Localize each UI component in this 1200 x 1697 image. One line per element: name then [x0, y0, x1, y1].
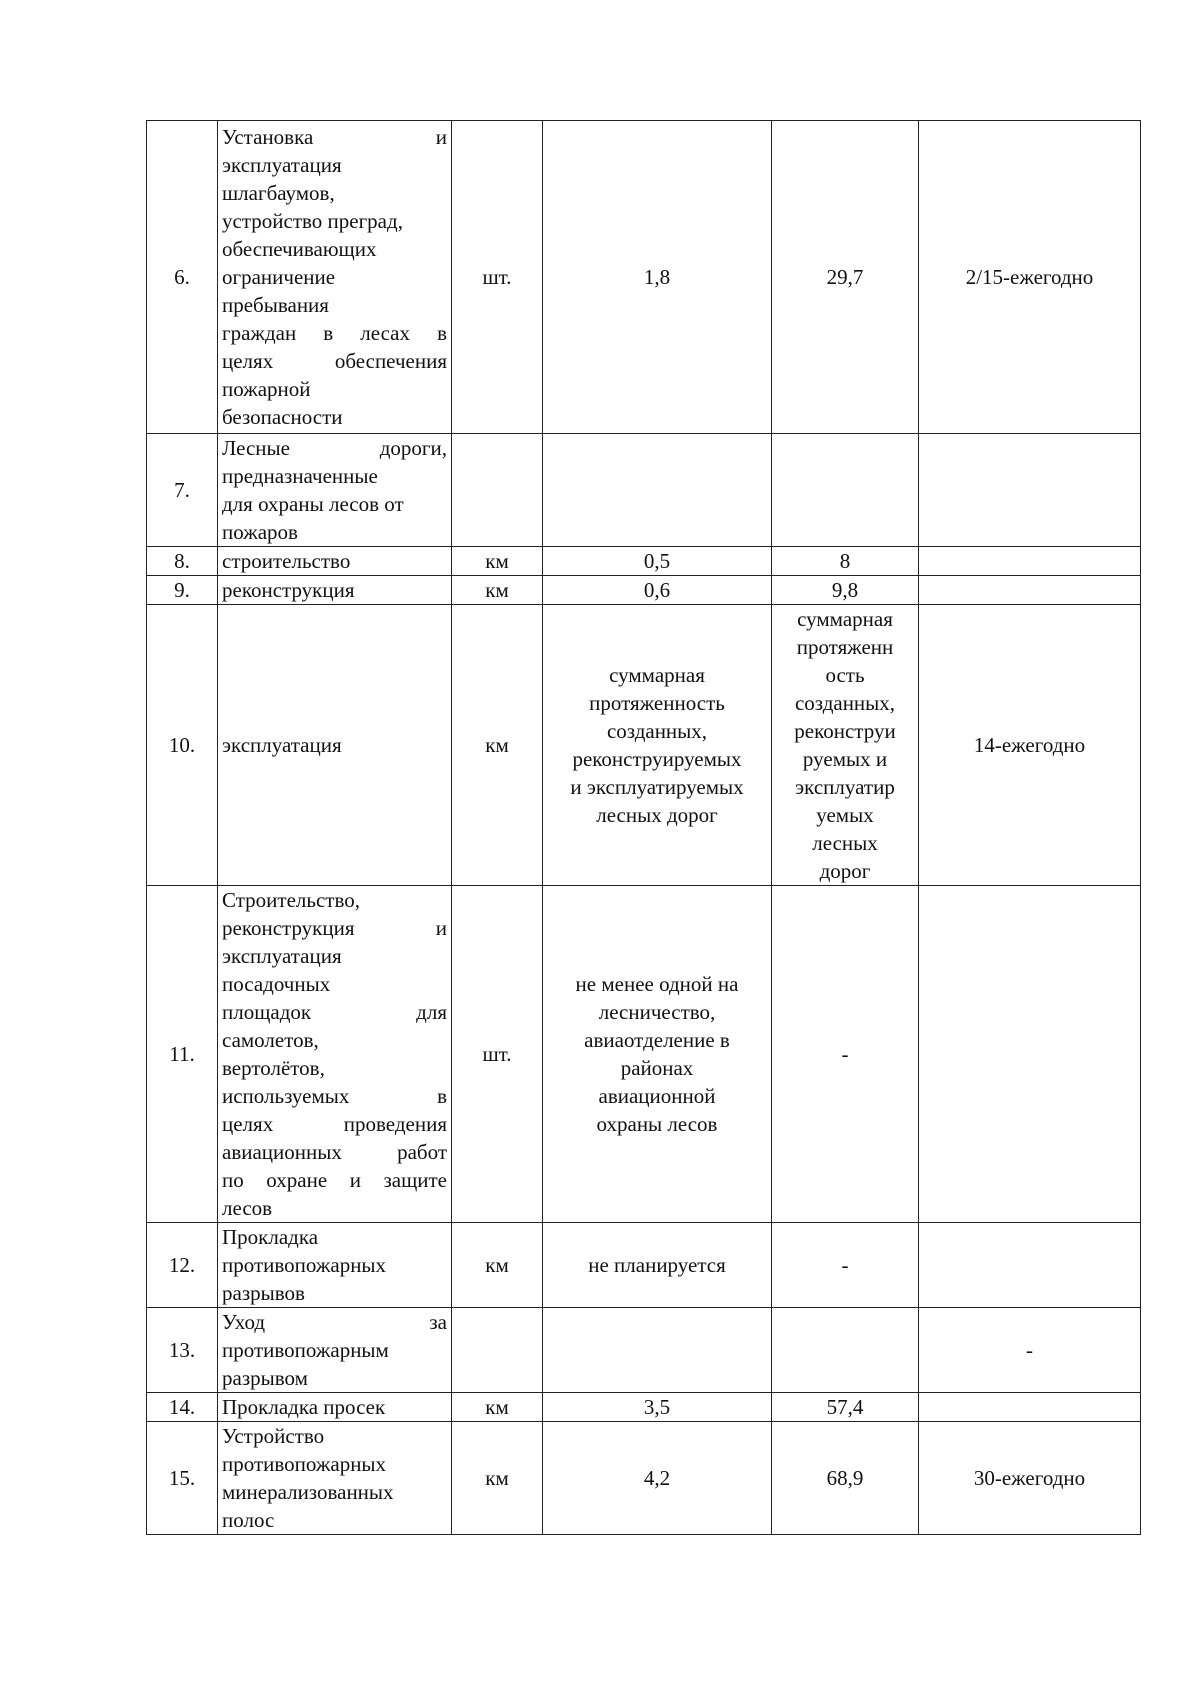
measure-name: Прокладка противопожарных разрывов — [218, 1223, 452, 1308]
measure-name: эксплуатация — [218, 605, 452, 886]
row-number: 10. — [147, 605, 218, 886]
annual-volume-cell — [543, 434, 772, 547]
annual-volume-cell: 1,8 — [543, 121, 772, 434]
total-volume-cell: 8 — [772, 547, 919, 576]
measure-name: Прокладка просек — [218, 1393, 452, 1422]
table-row — [147, 1223, 1141, 1308]
unit-cell: шт. — [452, 886, 543, 1223]
table-row — [147, 121, 1141, 434]
annual-volume-cell: 4,2 — [543, 1422, 772, 1535]
row-number: 11. — [147, 886, 218, 1223]
table-row — [147, 605, 1141, 886]
total-volume-cell: 57,4 — [772, 1393, 919, 1422]
measure-name: Строительство, реконструкция и эксплуатация посадочных площадок для самолетов, вертолётов, используемых в целях проведения авиационных работ по охране и защите лесов — [218, 886, 452, 1223]
unit-cell: км — [452, 547, 543, 576]
row-number: 6. — [147, 121, 218, 434]
table-row — [147, 886, 1141, 1223]
unit-cell — [452, 434, 543, 547]
fire-safety-measures-table — [146, 120, 1141, 1535]
note-cell — [919, 547, 1141, 576]
unit-cell: км — [452, 1422, 543, 1535]
note-cell: 30-ежегодно — [919, 1422, 1141, 1535]
total-volume-cell: 29,7 — [772, 121, 919, 434]
total-volume-cell: - — [772, 1223, 919, 1308]
unit-cell — [452, 1308, 543, 1393]
note-cell — [919, 434, 1141, 547]
measure-name: Лесные дороги, предназначенные для охраны лесов от пожаров — [218, 434, 452, 547]
unit-cell: км — [452, 605, 543, 886]
measure-name: строительство — [218, 547, 452, 576]
row-number: 13. — [147, 1308, 218, 1393]
row-number: 12. — [147, 1223, 218, 1308]
table-row — [147, 434, 1141, 547]
annual-volume-cell: 0,5 — [543, 547, 772, 576]
note-cell: - — [919, 1308, 1141, 1393]
note-cell — [919, 576, 1141, 605]
measure-name: Установка и эксплуатация шлагбаумов, устройство преград, обеспечивающих ограничение пребывания граждан в лесах в целях обеспечения пожарной безопасности — [218, 121, 452, 434]
table-row — [147, 547, 1141, 576]
row-number: 14. — [147, 1393, 218, 1422]
total-volume-cell: 68,9 — [772, 1422, 919, 1535]
note-cell: 14-ежегодно — [919, 605, 1141, 886]
unit-cell: км — [452, 1393, 543, 1422]
row-number: 7. — [147, 434, 218, 547]
row-number: 8. — [147, 547, 218, 576]
annual-volume-cell: не менее одной на лесничество, авиаотделение в районах авиационной охраны лесов — [543, 886, 772, 1223]
table-row — [147, 576, 1141, 605]
total-volume-cell: 9,8 — [772, 576, 919, 605]
table-row — [147, 1308, 1141, 1393]
measure-name: Уход за противопожарным разрывом — [218, 1308, 452, 1393]
note-cell — [919, 1223, 1141, 1308]
annual-volume-cell: 0,6 — [543, 576, 772, 605]
measure-name: реконструкция — [218, 576, 452, 605]
total-volume-cell: суммарная протяженн ость созданных, реконструи руемых и эксплуатир уемых лесных дорог — [772, 605, 919, 886]
unit-cell: км — [452, 576, 543, 605]
unit-cell: шт. — [452, 121, 543, 434]
row-number: 9. — [147, 576, 218, 605]
note-cell — [919, 1393, 1141, 1422]
unit-cell: км — [452, 1223, 543, 1308]
annual-volume-cell: суммарная протяженность созданных, реконструируемых и эксплуатируемых лесных дорог — [543, 605, 772, 886]
total-volume-cell — [772, 1308, 919, 1393]
table-row — [147, 1393, 1141, 1422]
annual-volume-cell: не планируется — [543, 1223, 772, 1308]
table-row — [147, 1422, 1141, 1535]
measure-name: Устройство противопожарных минерализованных полос — [218, 1422, 452, 1535]
annual-volume-cell — [543, 1308, 772, 1393]
total-volume-cell: - — [772, 886, 919, 1223]
note-cell: 2/15-ежегодно — [919, 121, 1141, 434]
row-number: 15. — [147, 1422, 218, 1535]
note-cell — [919, 886, 1141, 1223]
total-volume-cell — [772, 434, 919, 547]
annual-volume-cell: 3,5 — [543, 1393, 772, 1422]
